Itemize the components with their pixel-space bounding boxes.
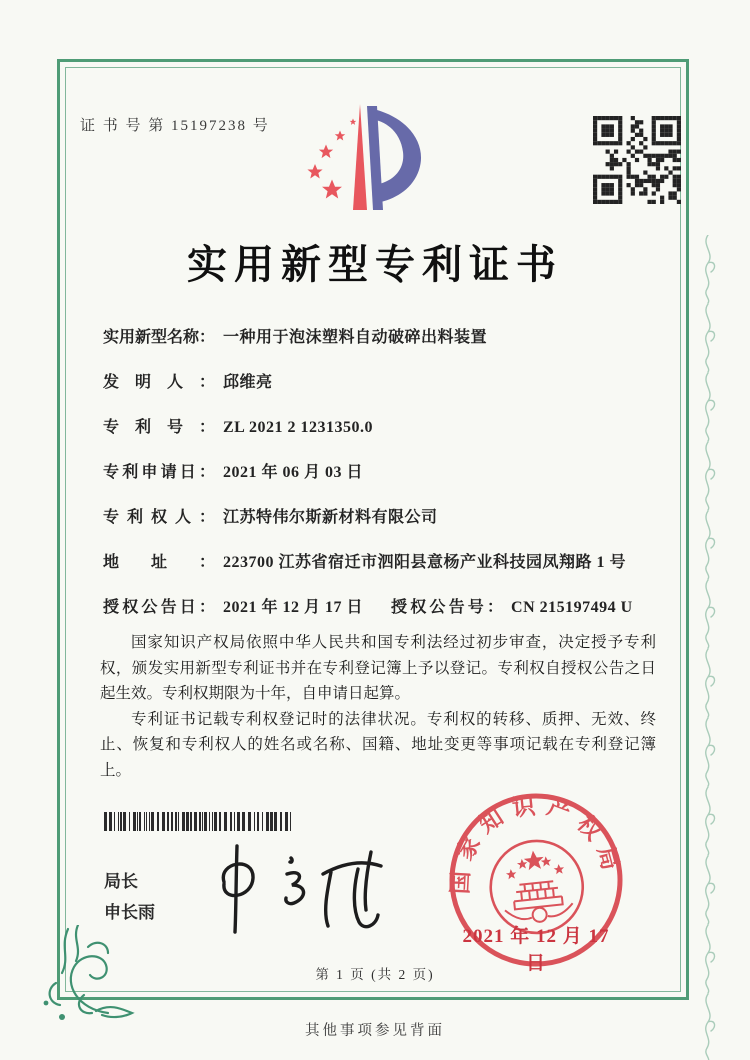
field-grant-row [103,596,663,620]
certificate-title: 实用新型专利证书 [187,242,563,287]
field-label: 地址： [103,554,215,571]
barcode-icon [104,812,296,831]
field-value: 江苏特伟尔斯新材料有限公司 [223,509,438,526]
legal-paragraph-2: 专利证书记载专利权登记时的法律状况。专利权的转移、质押、无效、终止、恢复和专利权人的姓名或名称、国籍、地址变更等事项记载在专利登记簿上。 [100,710,656,779]
commissioner-block [104,866,155,928]
edge-vine-icon [697,235,719,1060]
field-value: CN 215197494 U [511,599,633,616]
field-patentee [103,506,663,530]
seal-date: 2021 年 12 月 17 日 [462,926,610,974]
field-filing-date [103,461,663,485]
field-grant-date [103,596,363,620]
certificate-number: 证 书 号 第 15197238 号 [80,118,270,134]
field-label: 授权公告号： [391,599,504,616]
signature-icon [195,838,405,938]
legal-text [100,630,656,783]
field-utility-model-name [103,326,663,350]
field-label: 授权公告日： [103,599,215,616]
field-label: 专利号： [103,419,215,436]
field-patent-number [103,416,663,440]
field-value: 邱维亮 [223,374,273,391]
field-value: 一种用于泡沫塑料自动破碎出料装置 [223,329,488,346]
field-value: 2021 年 12 月 17 日 [223,599,364,616]
page-indicator: 第 1 页 (共 2 页) [315,967,435,982]
field-address [103,551,663,575]
legal-paragraph-1: 国家知识产权局依照中华人民共和国专利法经过初步审查，决定授予专利权，颁发实用新型专利证书并在专利登记簿上予以登记。专利权自授权公告之日起生效。专利权期限为十年，自申请日起算。 [100,634,656,702]
back-note: 其他事项参见背面 [305,1023,445,1039]
field-value: ZL 2021 2 1231350.0 [223,419,373,436]
qr-code-icon [593,116,681,204]
field-label: 实用新型名称： [103,329,216,346]
seal-text: 国家知识产权局 [447,792,626,895]
field-value: 2021 年 06 月 03 日 [223,464,364,481]
svg-text:国家知识产权局 [446,790,626,897]
field-value: 223700 江苏省宿迁市泗阳县意杨产业科技园凤翔路 1 号 [223,554,627,571]
field-label: 专利申请日： [103,464,215,481]
field-inventor [103,371,663,395]
commissioner-name: 申长雨 [104,903,155,922]
field-grant-number [391,596,633,620]
field-label: 专利权人： [103,509,215,526]
certificate-fields [103,326,663,641]
field-label: 发明人： [103,374,215,391]
commissioner-title: 局长 [104,872,138,891]
cnipa-logo-icon [303,98,443,230]
floral-corner-icon [38,925,138,1025]
